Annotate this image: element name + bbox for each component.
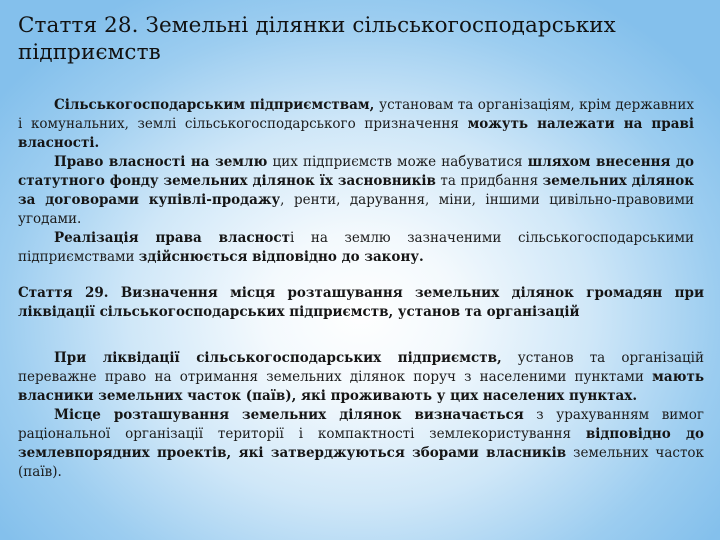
bold-text-run: можуть належати на праві власності. — [18, 116, 694, 151]
text-run: земельних часток (паїв). — [18, 445, 704, 480]
article-29-heading: Стаття 29. Визначення місця розташування земельних ділянок громадян при ліквідації сільськогосподарських підприємств, установ та організацій — [18, 285, 704, 320]
text-run: цих підприємств може набуватися — [267, 154, 528, 170]
slide-title: Стаття 28. Земельні ділянки сільськогосподарських підприємств — [18, 13, 616, 65]
text-run: , ренти, дарування, міни, іншими цивільно-правовими угодами. — [18, 192, 694, 227]
text-run: з урахуванням вимог раціональної організації території і компактності землекористування — [18, 407, 705, 442]
article-28-paragraph-1 — [18, 96, 694, 153]
text-run: установам та організаціям, крім державних і комунальних, землі сільськогосподарського призначення — [18, 97, 694, 132]
article-29-paragraph-2 — [18, 406, 704, 482]
text-run: і на землю зазначеними сільськогосподарськими підприємствами — [18, 230, 694, 265]
bold-text-run: Реалізація права власност — [54, 230, 291, 246]
bold-text-run: шляхом внесення до статутного фонду земельних ділянок їх засновників — [18, 154, 694, 189]
bold-text-run: земельних ділянок за договорами купівлі-продажу — [18, 173, 694, 208]
bold-text-run: Сільськогосподарським підприємствам, — [54, 97, 380, 113]
article-29-paragraph-1 — [18, 349, 704, 406]
text-run: та придбання — [435, 173, 543, 189]
bold-text-run: Право власності на землю — [54, 154, 268, 170]
article-28-paragraph-2 — [18, 153, 694, 229]
article-28-body — [18, 96, 694, 267]
bold-text-run: відповідно до землевпорядних проектів, які затверджуються зборами власників — [18, 426, 704, 461]
article-28-paragraph-3 — [18, 229, 694, 267]
bold-text-run: мають власники земельних часток (паїв), які проживають у цих населених пунктах. — [18, 369, 704, 404]
article-29-body — [18, 349, 704, 482]
bold-text-run: Місце розташування земельних ділянок визначається — [54, 407, 524, 423]
text-run: установ та організацій переважне право на отримання земельних ділянок поруч з населеними пунктами — [18, 350, 704, 385]
bold-text-run: здійснюється відповідно до закону. — [138, 249, 424, 265]
bold-text-run: При ліквідації сільськогосподарських підприємств, — [54, 350, 502, 366]
